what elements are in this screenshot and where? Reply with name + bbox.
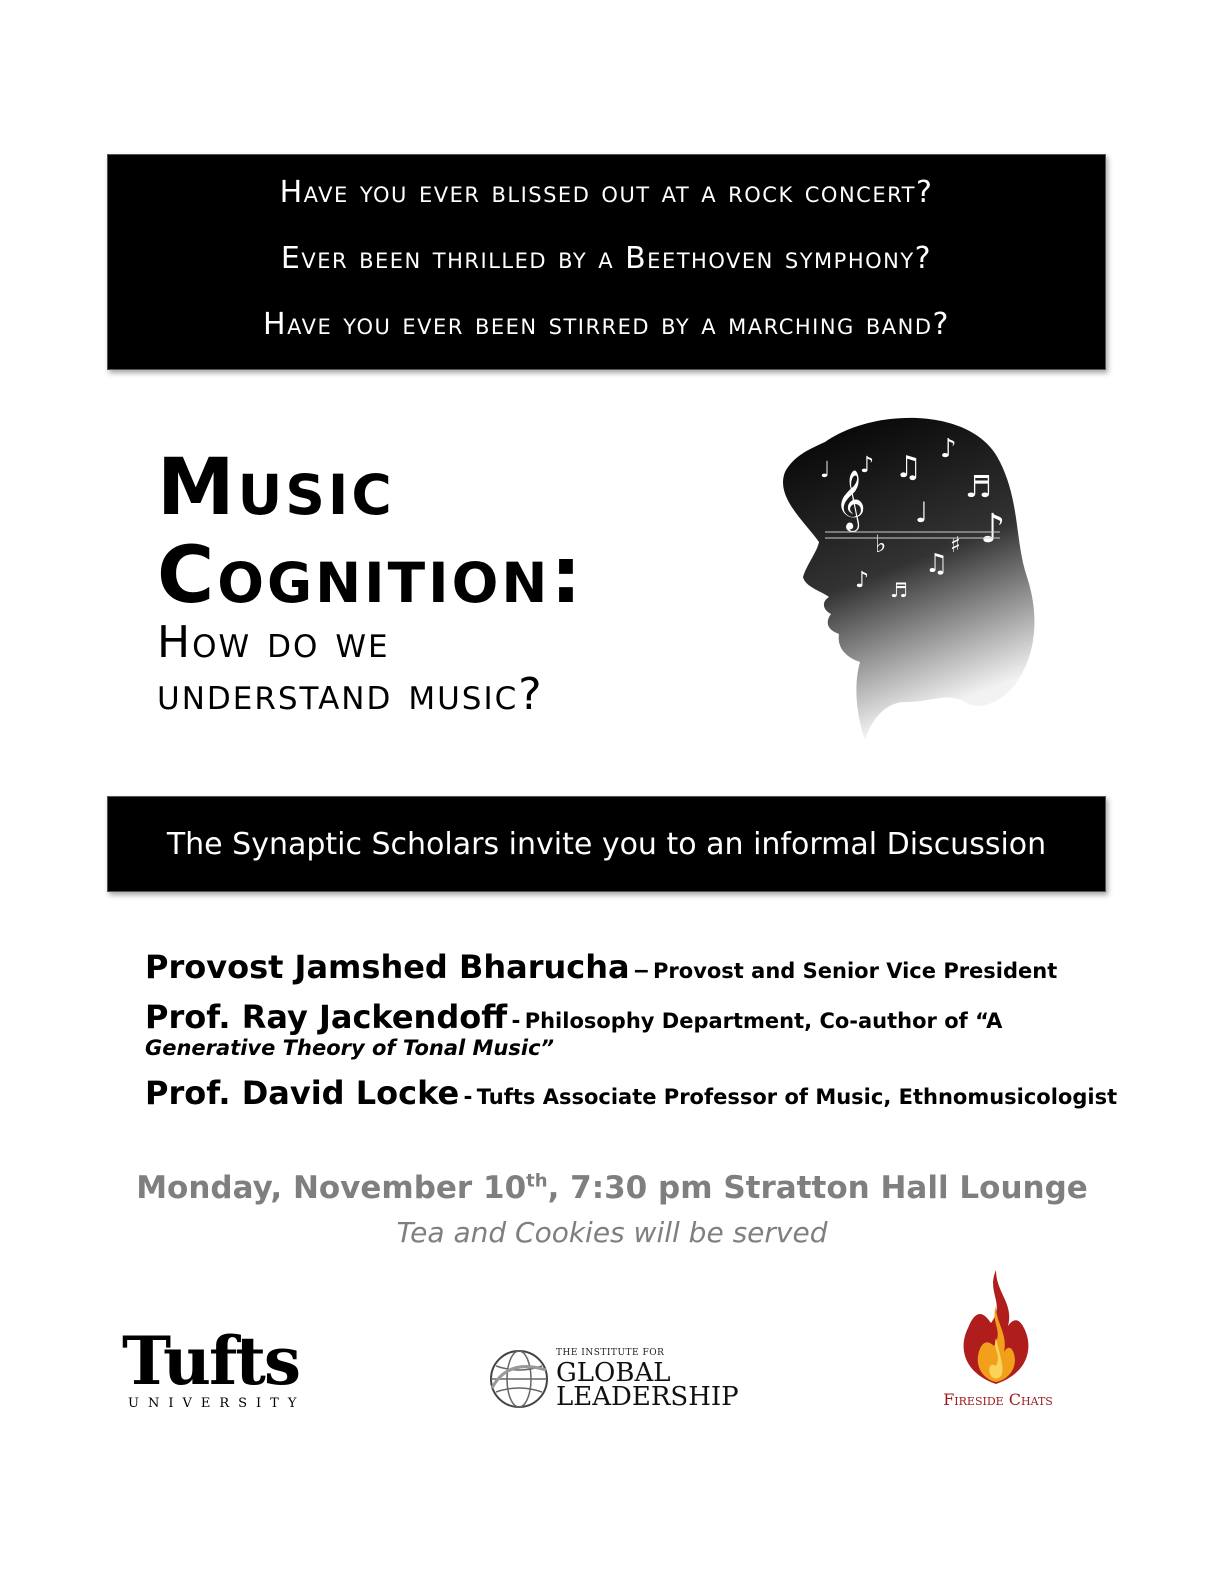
event-date-location — [0, 1170, 1224, 1206]
question-3: Have you ever been stirred by a marching band? — [263, 307, 950, 342]
igl-small-text: THE INSTITUTE FOR — [556, 1348, 665, 1358]
date-suffix: , 7:30 pm Stratton Hall Lounge — [547, 1170, 1088, 1206]
invite-banner — [107, 796, 1106, 892]
svg-text:♩: ♩ — [820, 458, 831, 483]
svg-text:♬: ♬ — [890, 578, 908, 602]
speaker-name: Prof. Ray Jackendoff — [145, 998, 508, 1036]
speaker-separator: – — [634, 954, 649, 984]
refreshments-note: Tea and Cookies will be served — [396, 1216, 828, 1249]
date-ordinal: th — [526, 1170, 548, 1192]
tufts-wordmark: Tufts — [122, 1322, 300, 1400]
speaker-separator: - — [463, 1080, 473, 1110]
speaker-role: Philosophy Department, Co-author of “A — [524, 1009, 1003, 1033]
speaker-name: Provost Jamshed Bharucha — [145, 948, 630, 986]
svg-text:♪: ♪ — [860, 453, 875, 478]
speaker-row — [145, 1074, 1117, 1112]
igl-leadership-text: LEADERSHIP — [556, 1382, 739, 1412]
svg-text:♪: ♪ — [980, 506, 1006, 552]
speaker-separator: - — [511, 1004, 521, 1034]
igl-global-text: GLOBAL — [556, 1358, 671, 1388]
speaker-name: Prof. David Locke — [145, 1074, 460, 1112]
svg-text:♯: ♯ — [950, 533, 961, 558]
svg-text:♫: ♫ — [925, 549, 949, 579]
fireside-chats-logo — [918, 1268, 1078, 1418]
invite-text: The Synaptic Scholars invite you to an informal Discussion — [166, 827, 1047, 862]
svg-text:♫: ♫ — [895, 450, 922, 485]
svg-text:♬: ♬ — [965, 470, 992, 505]
title-line-2: Cognition: — [157, 531, 585, 621]
svg-text:♪: ♪ — [940, 434, 957, 464]
speaker-row — [145, 998, 1002, 1036]
flame-icon — [956, 1268, 1036, 1386]
speaker-role: Tufts Associate Professor of Music, Ethnomusicologist — [476, 1085, 1118, 1109]
questions-banner — [107, 154, 1106, 370]
svg-text:𝄞: 𝄞 — [835, 470, 866, 530]
tufts-subtitle: UNIVERSITY — [128, 1396, 306, 1411]
question-1: Have you ever blissed out at a rock concert? — [279, 175, 934, 210]
speaker-role-continued: Generative Theory of Tonal Music” — [145, 1036, 555, 1060]
svg-text:♪: ♪ — [855, 568, 870, 593]
fireside-chats-text: Fireside Chats — [943, 1390, 1053, 1409]
global-leadership-logo — [488, 1344, 778, 1414]
subtitle-line-1: How do we — [157, 617, 390, 668]
subtitle-line-2: understand music? — [157, 669, 544, 720]
title-line-1: Music — [157, 443, 395, 533]
date-prefix: Monday, November 10 — [136, 1170, 527, 1206]
svg-text:♭: ♭ — [875, 530, 887, 558]
globe-icon — [488, 1348, 550, 1410]
music-head-illustration — [765, 402, 1095, 742]
question-2: Ever been thrilled by a Beethoven symphony? — [280, 241, 933, 276]
tufts-university-logo — [122, 1322, 312, 1418]
speaker-row — [145, 948, 1057, 986]
svg-text:♩: ♩ — [915, 496, 929, 529]
speaker-role: Provost and Senior Vice President — [653, 959, 1058, 983]
